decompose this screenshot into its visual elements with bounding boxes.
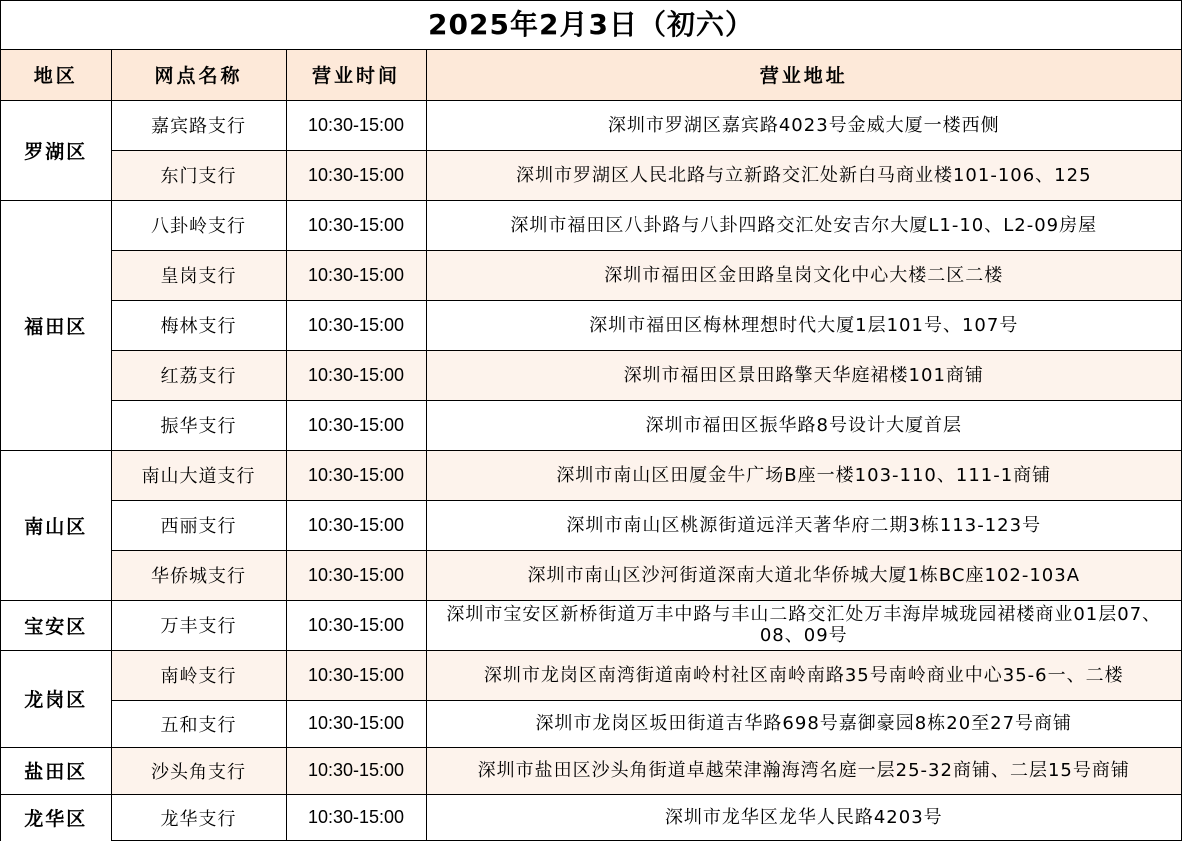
business-hours: 10:30-15:00 [286,794,426,841]
region-cell: 罗湖区 [1,100,111,200]
table-row [1,100,1181,150]
table-row [1,650,1181,700]
business-hours: 10:30-15:00 [286,350,426,400]
branch-address: 深圳市南山区桃源街道远洋天著华府二期3栋113-123号 [426,500,1181,550]
branch-name: 龙华支行 [111,794,286,841]
business-hours: 10:30-15:00 [286,200,426,250]
header-business-hours: 营业时间 [286,50,426,100]
business-hours: 10:30-15:00 [286,150,426,200]
branch-name: 西丽支行 [111,500,286,550]
table-row [1,450,1181,500]
header-branch-name: 网点名称 [111,50,286,100]
table-row [1,600,1181,650]
table-row [1,550,1181,600]
branch-name: 南岭支行 [111,650,286,700]
business-hours: 10:30-15:00 [286,300,426,350]
region-cell: 宝安区 [1,600,111,650]
table-row [1,700,1181,747]
business-hours: 10:30-15:00 [286,250,426,300]
business-hours: 10:30-15:00 [286,550,426,600]
branch-address: 深圳市罗湖区人民北路与立新路交汇处新白马商业楼101-106、125 [426,150,1181,200]
branch-address: 深圳市福田区金田路皇岗文化中心大楼二区二楼 [426,250,1181,300]
region-cell: 龙岗区 [1,650,111,747]
branch-name: 嘉宾路支行 [111,100,286,150]
branch-address: 深圳市福田区景田路擎天华庭裙楼101商铺 [426,350,1181,400]
region-cell: 福田区 [1,200,111,450]
branch-address: 深圳市龙岗区南湾街道南岭村社区南岭南路35号南岭商业中心35-6一、二楼 [426,650,1181,700]
branch-address: 深圳市南山区田厦金牛广场B座一楼103-110、111-1商铺 [426,450,1181,500]
table-row [1,250,1181,300]
branch-table [1,50,1181,841]
branch-name: 沙头角支行 [111,747,286,794]
business-hours: 10:30-15:00 [286,450,426,500]
branch-name: 南山大道支行 [111,450,286,500]
business-hours: 10:30-15:00 [286,400,426,450]
table-row [1,150,1181,200]
header-address: 营业地址 [426,50,1181,100]
table-row [1,300,1181,350]
business-hours: 10:30-15:00 [286,500,426,550]
region-cell: 南山区 [1,450,111,600]
branch-name: 红荔支行 [111,350,286,400]
branch-name: 华侨城支行 [111,550,286,600]
region-cell: 盐田区 [1,747,111,794]
business-hours: 10:30-15:00 [286,747,426,794]
branch-name: 皇岗支行 [111,250,286,300]
header-row [1,50,1181,100]
branch-address: 深圳市龙岗区坂田街道吉华路698号嘉御豪园8栋20至27号商铺 [426,700,1181,747]
region-cell: 龙华区 [1,794,111,841]
branch-address: 深圳市福田区振华路8号设计大厦首层 [426,400,1181,450]
branch-address: 深圳市罗湖区嘉宾路4023号金威大厦一楼西侧 [426,100,1181,150]
branch-name: 振华支行 [111,400,286,450]
table-row [1,200,1181,250]
branch-address: 深圳市宝安区新桥街道万丰中路与丰山二路交汇处万丰海岸城珑园裙楼商业01层07、08、09号 [426,600,1181,650]
business-hours: 10:30-15:00 [286,700,426,747]
branch-address: 深圳市盐田区沙头角街道卓越荣津瀚海湾名庭一层25-32商铺、二层15号商铺 [426,747,1181,794]
header-region: 地区 [1,50,111,100]
table-row [1,794,1181,841]
branch-name: 万丰支行 [111,600,286,650]
business-hours: 10:30-15:00 [286,600,426,650]
branch-name: 八卦岭支行 [111,200,286,250]
table-row [1,400,1181,450]
business-hours: 10:30-15:00 [286,100,426,150]
table-row [1,747,1181,794]
branch-address: 深圳市福田区梅林理想时代大厦1层101号、107号 [426,300,1181,350]
table-row [1,350,1181,400]
branch-name: 五和支行 [111,700,286,747]
branch-address: 深圳市南山区沙河街道深南大道北华侨城大厦1栋BC座102-103A [426,550,1181,600]
page-title: 2025年2月3日（初六） [1,1,1181,50]
business-hours: 10:30-15:00 [286,650,426,700]
branch-name: 梅林支行 [111,300,286,350]
branch-address: 深圳市福田区八卦路与八卦四路交汇处安吉尔大厦L1-10、L2-09房屋 [426,200,1181,250]
branch-address: 深圳市龙华区龙华人民路4203号 [426,794,1181,841]
table-row [1,500,1181,550]
branch-name: 东门支行 [111,150,286,200]
